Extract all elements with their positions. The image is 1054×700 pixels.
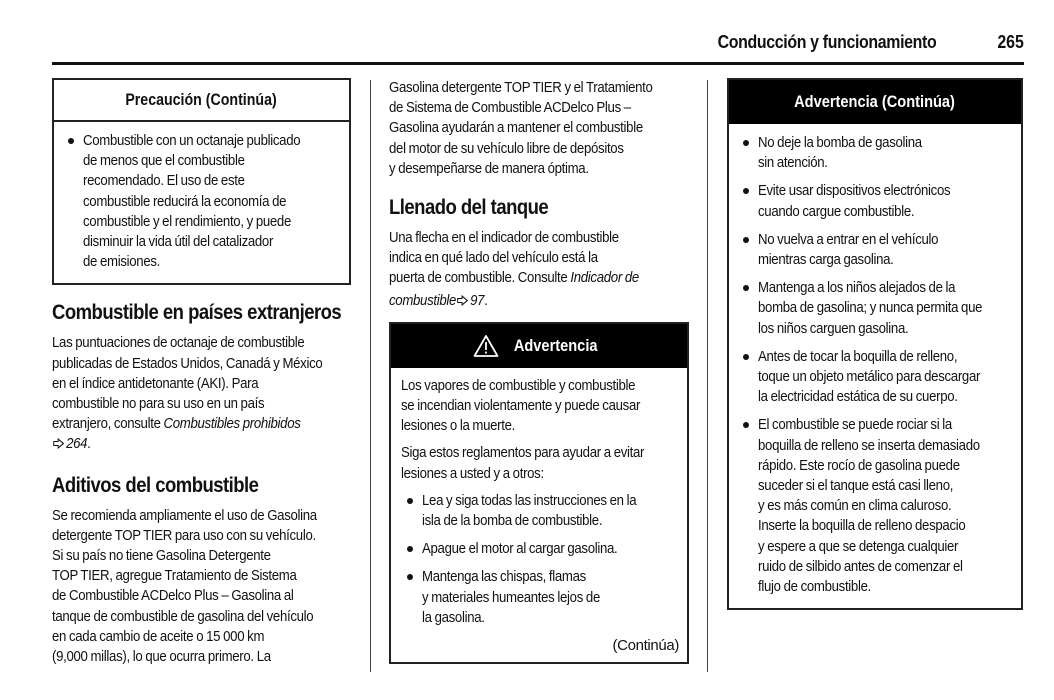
text-fragment: extranjero, consulte [52,415,164,433]
text-fragment: . [87,435,91,453]
section-heading: Combustible en países extranjeros [52,300,342,325]
text-line: Los vapores de combustible y combustible [401,376,636,394]
cross-reference-link[interactable]: combustible [389,291,457,309]
caution-header [54,80,349,122]
text-line: Antes de tocar la boquilla de relleno, [758,347,958,365]
text-line: Una flecha en el indicador de combustible [389,229,619,247]
page-reference[interactable]: 97 [470,291,485,309]
chapter-title: Conducción y funcionamiento [717,31,936,52]
warning-title: Advertencia (Continúa) [794,92,956,111]
column-divider [707,80,708,672]
text-line: bomba de gasolina; y nunca permita que [758,299,983,317]
text-line [52,434,352,454]
warning-bullet [737,133,1013,173]
caution-body [54,122,349,283]
text-line: la gasolina. [422,608,485,626]
warning-box [389,322,689,664]
text-line: ruido de silbido antes de comenzar el [758,557,963,575]
text-line: Se recomienda ampliamente el uso de Gasolina [52,506,317,524]
text-line: combustible no para su uso en un país [52,395,265,413]
section-body [389,228,689,311]
text-line: y espere a que se detenga cualquier [758,537,959,555]
text-line: rápido. Este rocío de gasolina puede [758,456,960,474]
warning-title: Advertencia [514,335,598,355]
text-line: Combustible con un octanaje publicado [83,132,301,149]
text-line: lesiones o la muerte. [401,417,516,435]
text-line: mientras carga gasolina. [758,251,894,269]
text-line [389,268,690,288]
text-line: de menos que el combustible [83,152,245,170]
text-line: Lea y siga todas las instrucciones en la [422,491,637,509]
section-body [52,506,351,668]
cross-reference-link[interactable]: Combustibles prohibidos [163,415,301,433]
column-divider [370,80,371,672]
section-foreign-fuel [52,298,351,454]
bullet-icon [407,498,413,504]
text-line: recomendado. El uso de este [83,172,245,190]
bullet-icon [743,188,749,194]
warning-bullet [737,278,1013,339]
text-line: No deje la bomba de gasolina [758,134,922,151]
warning-continued-box [727,78,1023,610]
text-line: lesiones a usted y a otros: [401,464,544,482]
text-line: TOP TIER, agregue Tratamiento de Sistema [52,567,297,585]
section-heading: Aditivos del combustible [52,472,259,497]
text-line: y materiales humeantes lejos de [422,588,600,606]
text-line: detergente TOP TIER para uso con su vehículo. [52,526,316,544]
warning-body [729,124,1021,608]
bullet-icon [743,285,749,291]
page-reference[interactable]: 264 [66,435,88,453]
column-middle [389,78,689,664]
text-line: del motor de su vehículo libre de depósitos [389,139,624,157]
text-line: en el índice antidetonante (AKI). Para [52,374,259,392]
warning-bullet [737,347,1013,408]
bullet-icon [407,546,413,552]
continued-label: (Continúa) [612,637,679,655]
text-line: Si su país no tiene Gasolina Detergente [52,547,271,565]
bullet-icon [407,574,413,580]
section-body [52,333,351,454]
warning-bullet [401,491,679,531]
text-line: Las puntuaciones de octanaje de combustible [52,334,305,352]
text-line: Gasolina ayudarán a mantener el combustible [389,119,643,137]
caution-box [52,78,351,285]
warning-paragraph [401,443,679,483]
section-heading: Llenado del tanque [389,195,549,220]
text-line [52,414,352,434]
text-line: tanque de combustible de gasolina del vehículo [52,607,314,625]
text-line: disminuir la vida útil del catalizador [83,233,274,251]
text-line: se incendian violentamente y puede causar [401,397,641,415]
text-line: de Sistema de Combustible ACDelco Plus – [389,99,631,117]
text-line: publicadas de Estados Unidos, Canadá y México [52,354,323,372]
section-filling-tank [389,193,689,311]
continued-paragraph [389,78,689,179]
text-line: Mantenga las chispas, flamas [422,568,586,586]
text-line: en cada cambio de aceite o 15 000 km [52,627,265,645]
text-line: isla de la bomba de combustible. [422,512,603,530]
warning-bullet [737,230,1013,270]
column-left [52,78,351,667]
section-fuel-additives [52,471,351,668]
text-line: y es más común en clima caluroso. [758,497,952,515]
bullet-icon [743,237,749,243]
text-line: No vuelva a entrar en el vehículo [758,230,939,248]
text-line: y desempeñarse de manera óptima. [389,159,589,177]
text-line: combustible reducirá la economía de [83,192,287,210]
text-line: Apague el motor al cargar gasolina. [422,540,618,558]
text-line: cuando cargue combustible. [758,202,915,220]
bullet-icon [743,354,749,360]
text-fragment: puerta de combustible. Consulte [389,269,571,287]
text-line: flujo de combustible. [758,578,871,596]
bullet-icon [68,138,74,144]
text-line: (9,000 millas), lo que ocurra primero. La [52,648,271,666]
text-line: indica en qué lado del vehículo está la [389,249,598,267]
warning-triangle-icon [473,334,499,358]
text-line: la electricidad estática de su cuerpo. [758,388,958,406]
text-line: Mantenga a los niños alejados de la [758,279,956,297]
text-line: de Combustible ACDelco Plus – Gasolina al [52,587,294,605]
warning-bullet [401,539,679,559]
text-line: Evite usar dispositivos electrónicos [758,182,951,200]
text-line: Gasolina detergente TOP TIER y el Tratamiento [389,79,653,96]
warning-header [391,324,687,368]
cross-reference-link[interactable]: Indicador de [570,269,639,287]
text-line: los niños carguen gasolina. [758,319,909,337]
page-reference-arrow-icon [457,295,468,306]
warning-bullet [737,415,1013,597]
text-line: suceder si el tanque está casi lleno, [758,477,954,495]
page-number: 265 [997,31,1024,52]
text-line: Inserte la boquilla de relleno despacio [758,517,966,535]
page-header [0,0,1054,66]
text-line [389,291,690,311]
text-line: Siga estos reglamentos para ayudar a evitar [401,444,645,462]
caution-title: Precaución (Continúa) [125,90,278,109]
warning-header [729,80,1021,124]
text-line: de emisiones. [83,253,160,271]
warning-bullet [737,181,1013,221]
warning-body [391,368,687,662]
text-line: combustible y el rendimiento, y puede [83,212,291,230]
text-line: sin atención. [758,154,828,172]
text-line: toque un objeto metálico para descargar [758,368,981,386]
bullet-icon [743,422,749,428]
header-rule [52,62,1024,65]
column-right [727,78,1023,610]
text-line: boquilla de relleno se inserta demasiado [758,436,980,454]
page-reference-arrow-icon [53,438,64,449]
warning-bullet [401,567,679,628]
text-line: El combustible se puede rociar si la [758,416,952,434]
caution-bullet [62,131,341,272]
bullet-icon [743,140,749,146]
warning-paragraph [401,376,679,437]
text-fragment: . [484,291,488,309]
